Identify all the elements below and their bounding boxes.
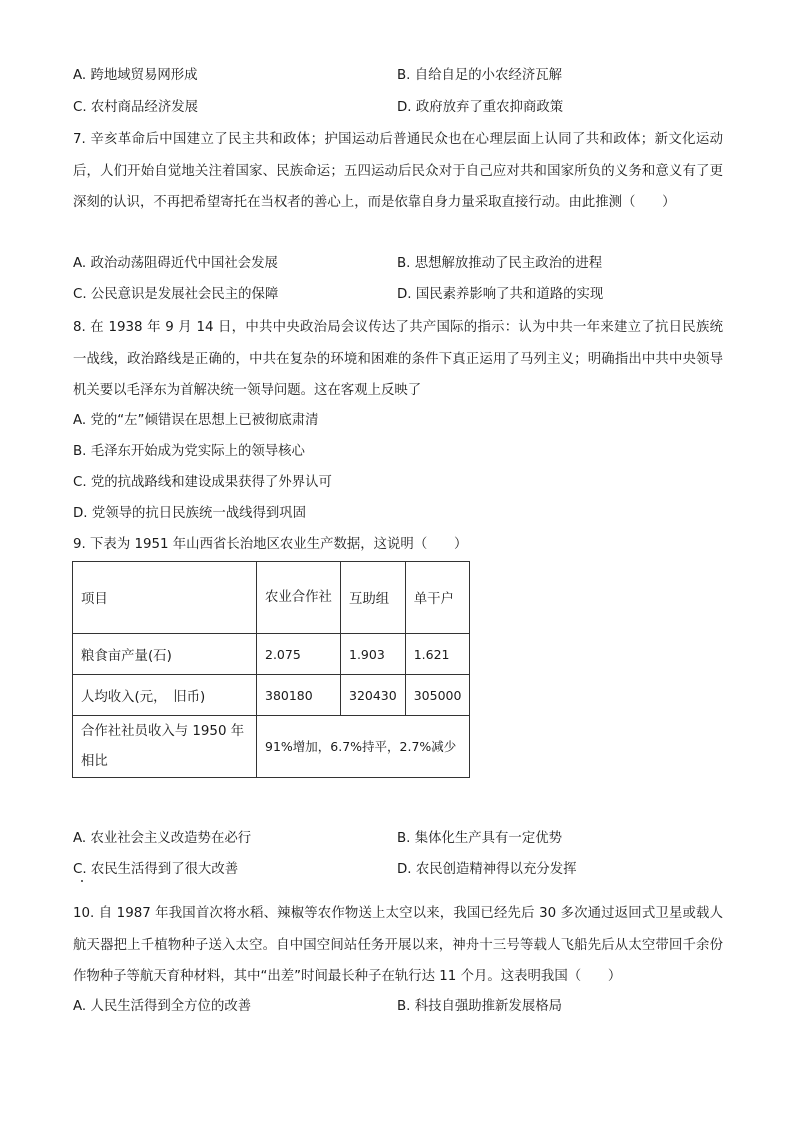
table-header-row (73, 562, 470, 634)
q10-option-b: B. 科技自强助推新发展格局 (397, 999, 562, 1014)
q7-option-c: C. 公民意识是发展社会民主的保障 (73, 287, 279, 302)
q10-option-a: A. 人民生活得到全方位的改善 (73, 999, 252, 1014)
table-cell: 380180 (257, 675, 341, 716)
q8-option-b: B. 毛泽东开始成为党实际上的领导核心 (73, 444, 305, 459)
table-cell: 合作社社员收入与 1950 年相比 (73, 716, 257, 778)
q7-option-a: A. 政治动荡阻碍近代中国社会发展 (73, 256, 278, 271)
table-header-cell: 农业合作社 (257, 562, 341, 634)
q10-stem: 10. 自 1987 年我国首次将水稻、辣椒等农作物送上太空以来，我国已经先后 30 多次通过返回式卫星或载人航天器把上千植物种子送入太空。自中国空间站任务开展以来，神舟十三号等载人飞船先后从太空带回千余份作物种子等航天育种材料，其中“出差”时间最长种子在轨行达 11 个月。这表明我国（ ） (73, 906, 723, 984)
q8-option-a: A. 党的“左”倾错误在思想上已被彻底肃清 (73, 413, 319, 428)
q9-option-a: A. 农业社会主义改造势在必行 (73, 831, 252, 846)
table-cell: 粮食亩产量(石) (73, 634, 257, 675)
stray-dot-mark (81, 880, 83, 882)
q7-option-b: B. 思想解放推动了民主政治的进程 (397, 256, 603, 271)
table-header-cell: 项目 (73, 562, 257, 634)
q6-option-c: C. 农村商品经济发展 (73, 100, 198, 115)
q8-option-d: D. 党领导的抗日民族统一战线得到巩固 (73, 506, 307, 521)
table-cell: 91%增加，6.7%持平，2.7%减少 (257, 716, 470, 778)
table-cell: 305000 (405, 675, 470, 716)
table-cell: 1.903 (341, 634, 406, 675)
table-cell: 1.621 (405, 634, 470, 675)
q7-stem: 7. 辛亥革命后中国建立了民主共和政体；护国运动后普通民众也在心理层面上认同了共和政体；新文化运动后，人们开始自觉地关注着国家、民族命运；五四运动后民众对于自己应对共和国家所负的义务和意义有了更深刻的认识，不再把希望寄托在当权者的善心上，而是依靠自身力量采取直接行动。由此推测（ ） (73, 132, 723, 210)
agriculture-data-table (72, 561, 470, 778)
table-row (73, 634, 470, 675)
table-cell: 320430 (341, 675, 406, 716)
q9-stem: 9. 下表为 1951 年山西省长治地区农业生产数据，这说明（ ） (73, 537, 468, 552)
q6-option-a: A. 跨地域贸易网形成 (73, 68, 198, 83)
table-cell: 2.075 (257, 634, 341, 675)
q9-option-c: C. 农民生活得到了很大改善 (73, 862, 239, 877)
q9-option-b: B. 集体化生产具有一定优势 (397, 831, 562, 846)
table-row (73, 675, 470, 716)
q9-option-d: D. 农民创造精神得以充分发挥 (397, 862, 577, 877)
q10-stem-block (73, 898, 723, 993)
q8-stem-block (73, 312, 723, 407)
q8-stem: 8. 在 1938 年 9 月 14 日，中共中央政治局会议传达了共产国际的指示：认为中共一年来建立了抗日民族统一战线，政治路线是正确的，中共在复杂的环境和困难的条件下真正运用了马列主义；明确指出中共中央领导机关要以毛泽东为首解决统一领导问题。这在客观上反映了 (73, 320, 723, 398)
table-header-cell: 单干户 (405, 562, 470, 634)
q7-stem-block (73, 124, 723, 219)
table-row (73, 716, 470, 778)
table-cell: 人均收入(元， 旧币) (73, 675, 257, 716)
q8-option-c: C. 党的抗战路线和建设成果获得了外界认可 (73, 475, 332, 490)
q6-option-b: B. 自给自足的小农经济瓦解 (397, 68, 562, 83)
table-header-cell: 互助组 (341, 562, 406, 634)
q7-option-d: D. 国民素养影响了共和道路的实现 (397, 287, 604, 302)
q6-option-d: D. 政府放弃了重农抑商政策 (397, 100, 564, 115)
